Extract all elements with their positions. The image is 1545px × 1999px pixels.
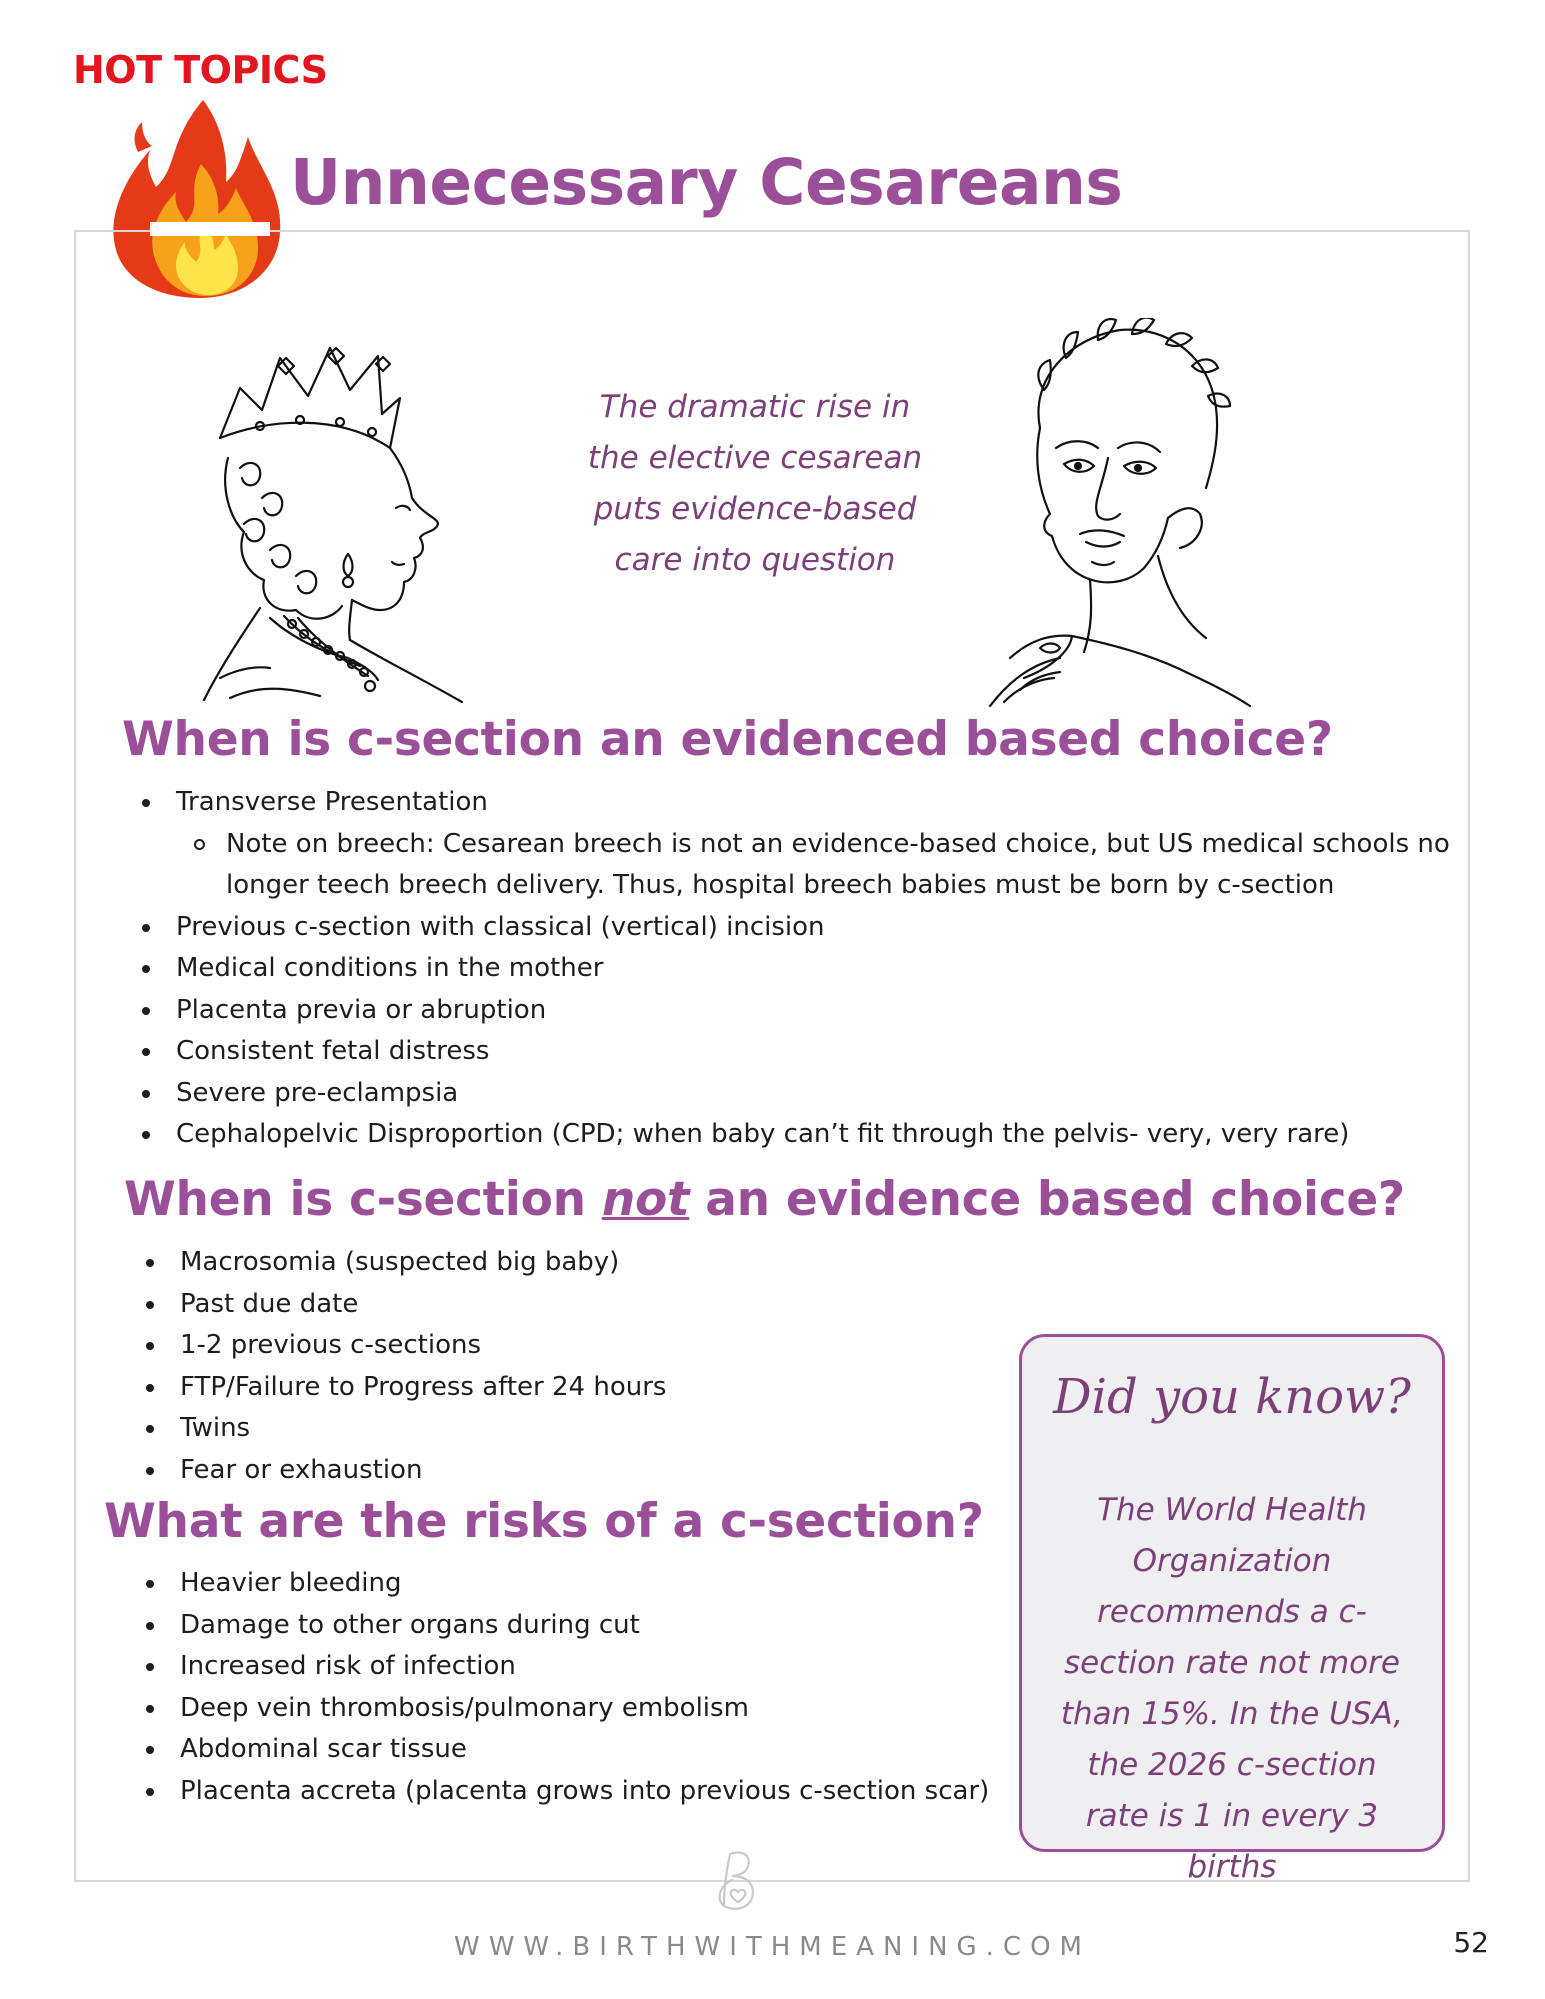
did-you-know-title: Did you know? bbox=[1053, 1369, 1411, 1425]
dyk-line: The World Health bbox=[1097, 1492, 1367, 1528]
list-item: Severe pre-eclampsia bbox=[142, 1073, 1456, 1115]
list-evidenced-choice bbox=[142, 782, 1456, 1156]
list-item: Medical conditions in the mother bbox=[142, 948, 1456, 990]
brand-b-heart-logo bbox=[712, 1848, 764, 1914]
did-you-know-text bbox=[1040, 1485, 1424, 1893]
list-item: Placenta previa or abruption bbox=[142, 990, 1456, 1032]
heading-emphasis: not bbox=[601, 1172, 690, 1227]
quote-line: care into question bbox=[614, 542, 896, 578]
quote-line: puts evidence-based bbox=[593, 491, 917, 527]
quote-line: The dramatic rise in bbox=[599, 389, 911, 425]
page-title: Unnecessary Cesareans bbox=[290, 146, 1123, 219]
queen-portrait-illustration bbox=[200, 318, 480, 708]
heading-part: an evidence based choice? bbox=[689, 1172, 1405, 1227]
list-item: Macrosomia (suspected big baby) bbox=[146, 1242, 666, 1284]
footer-website-url[interactable]: WWW.BIRTHWITHMEANING.COM bbox=[453, 1932, 1091, 1962]
intro-quote bbox=[560, 382, 950, 586]
dyk-line: section rate not more bbox=[1064, 1645, 1400, 1681]
list-item-subnote: Note on breech: Cesarean breech is not an evidence-based choice, but US medical schools no longer teech breech delivery. Thus, hospital breech babies must be born by c-section bbox=[176, 824, 1456, 907]
list-item: Fear or exhaustion bbox=[146, 1450, 666, 1492]
list-item: Placenta accreta (placenta grows into previous c-section scar) bbox=[146, 1771, 989, 1813]
list-item: Consistent fetal distress bbox=[142, 1031, 1456, 1073]
list-item: Damage to other organs during cut bbox=[146, 1605, 989, 1647]
list-item: Deep vein thrombosis/pulmonary embolism bbox=[146, 1688, 989, 1730]
dyk-line: than 15%. In the USA, bbox=[1060, 1696, 1404, 1732]
list-item: Past due date bbox=[146, 1284, 666, 1326]
dyk-line: Organization bbox=[1132, 1543, 1332, 1579]
did-you-know-box bbox=[1019, 1334, 1445, 1885]
list-item: Increased risk of infection bbox=[146, 1646, 989, 1688]
list-item: Cephalopelvic Disproportion (CPD; when baby can’t fit through the pelvis- very, very rare) bbox=[142, 1114, 1456, 1156]
heading-evidenced-choice: When is c-section an evidenced based choice? bbox=[122, 712, 1333, 767]
list-item: Previous c-section with classical (vertical) incision bbox=[142, 907, 1456, 949]
list-not-evidenced-choice bbox=[146, 1242, 666, 1491]
frame-gap bbox=[150, 222, 270, 236]
list-item: 1-2 previous c-sections bbox=[146, 1325, 666, 1367]
dyk-line: the 2026 c-section bbox=[1087, 1747, 1377, 1783]
caesar-portrait-illustration bbox=[980, 318, 1270, 708]
dyk-line: rate is 1 in every 3 births bbox=[1085, 1798, 1379, 1885]
list-item: Heavier bleeding bbox=[146, 1563, 989, 1605]
heading-not-evidenced-choice bbox=[124, 1172, 1405, 1227]
dyk-line: recommends a c- bbox=[1097, 1594, 1367, 1630]
list-item: Twins bbox=[146, 1408, 666, 1450]
hot-topics-label: HOT TOPICS bbox=[73, 48, 328, 92]
sublist-breech bbox=[176, 824, 1456, 907]
heading-part: When is c-section bbox=[124, 1172, 602, 1227]
list-item: FTP/Failure to Progress after 24 hours bbox=[146, 1367, 666, 1409]
list-risks bbox=[146, 1563, 989, 1812]
list-item-text: Transverse Presentation bbox=[176, 787, 488, 817]
list-item bbox=[142, 782, 1456, 907]
quote-line: the elective cesarean bbox=[587, 440, 923, 476]
list-item: Abdominal scar tissue bbox=[146, 1729, 989, 1771]
heading-risks: What are the risks of a c-section? bbox=[104, 1494, 984, 1549]
page-number: 52 bbox=[1453, 1926, 1489, 1959]
